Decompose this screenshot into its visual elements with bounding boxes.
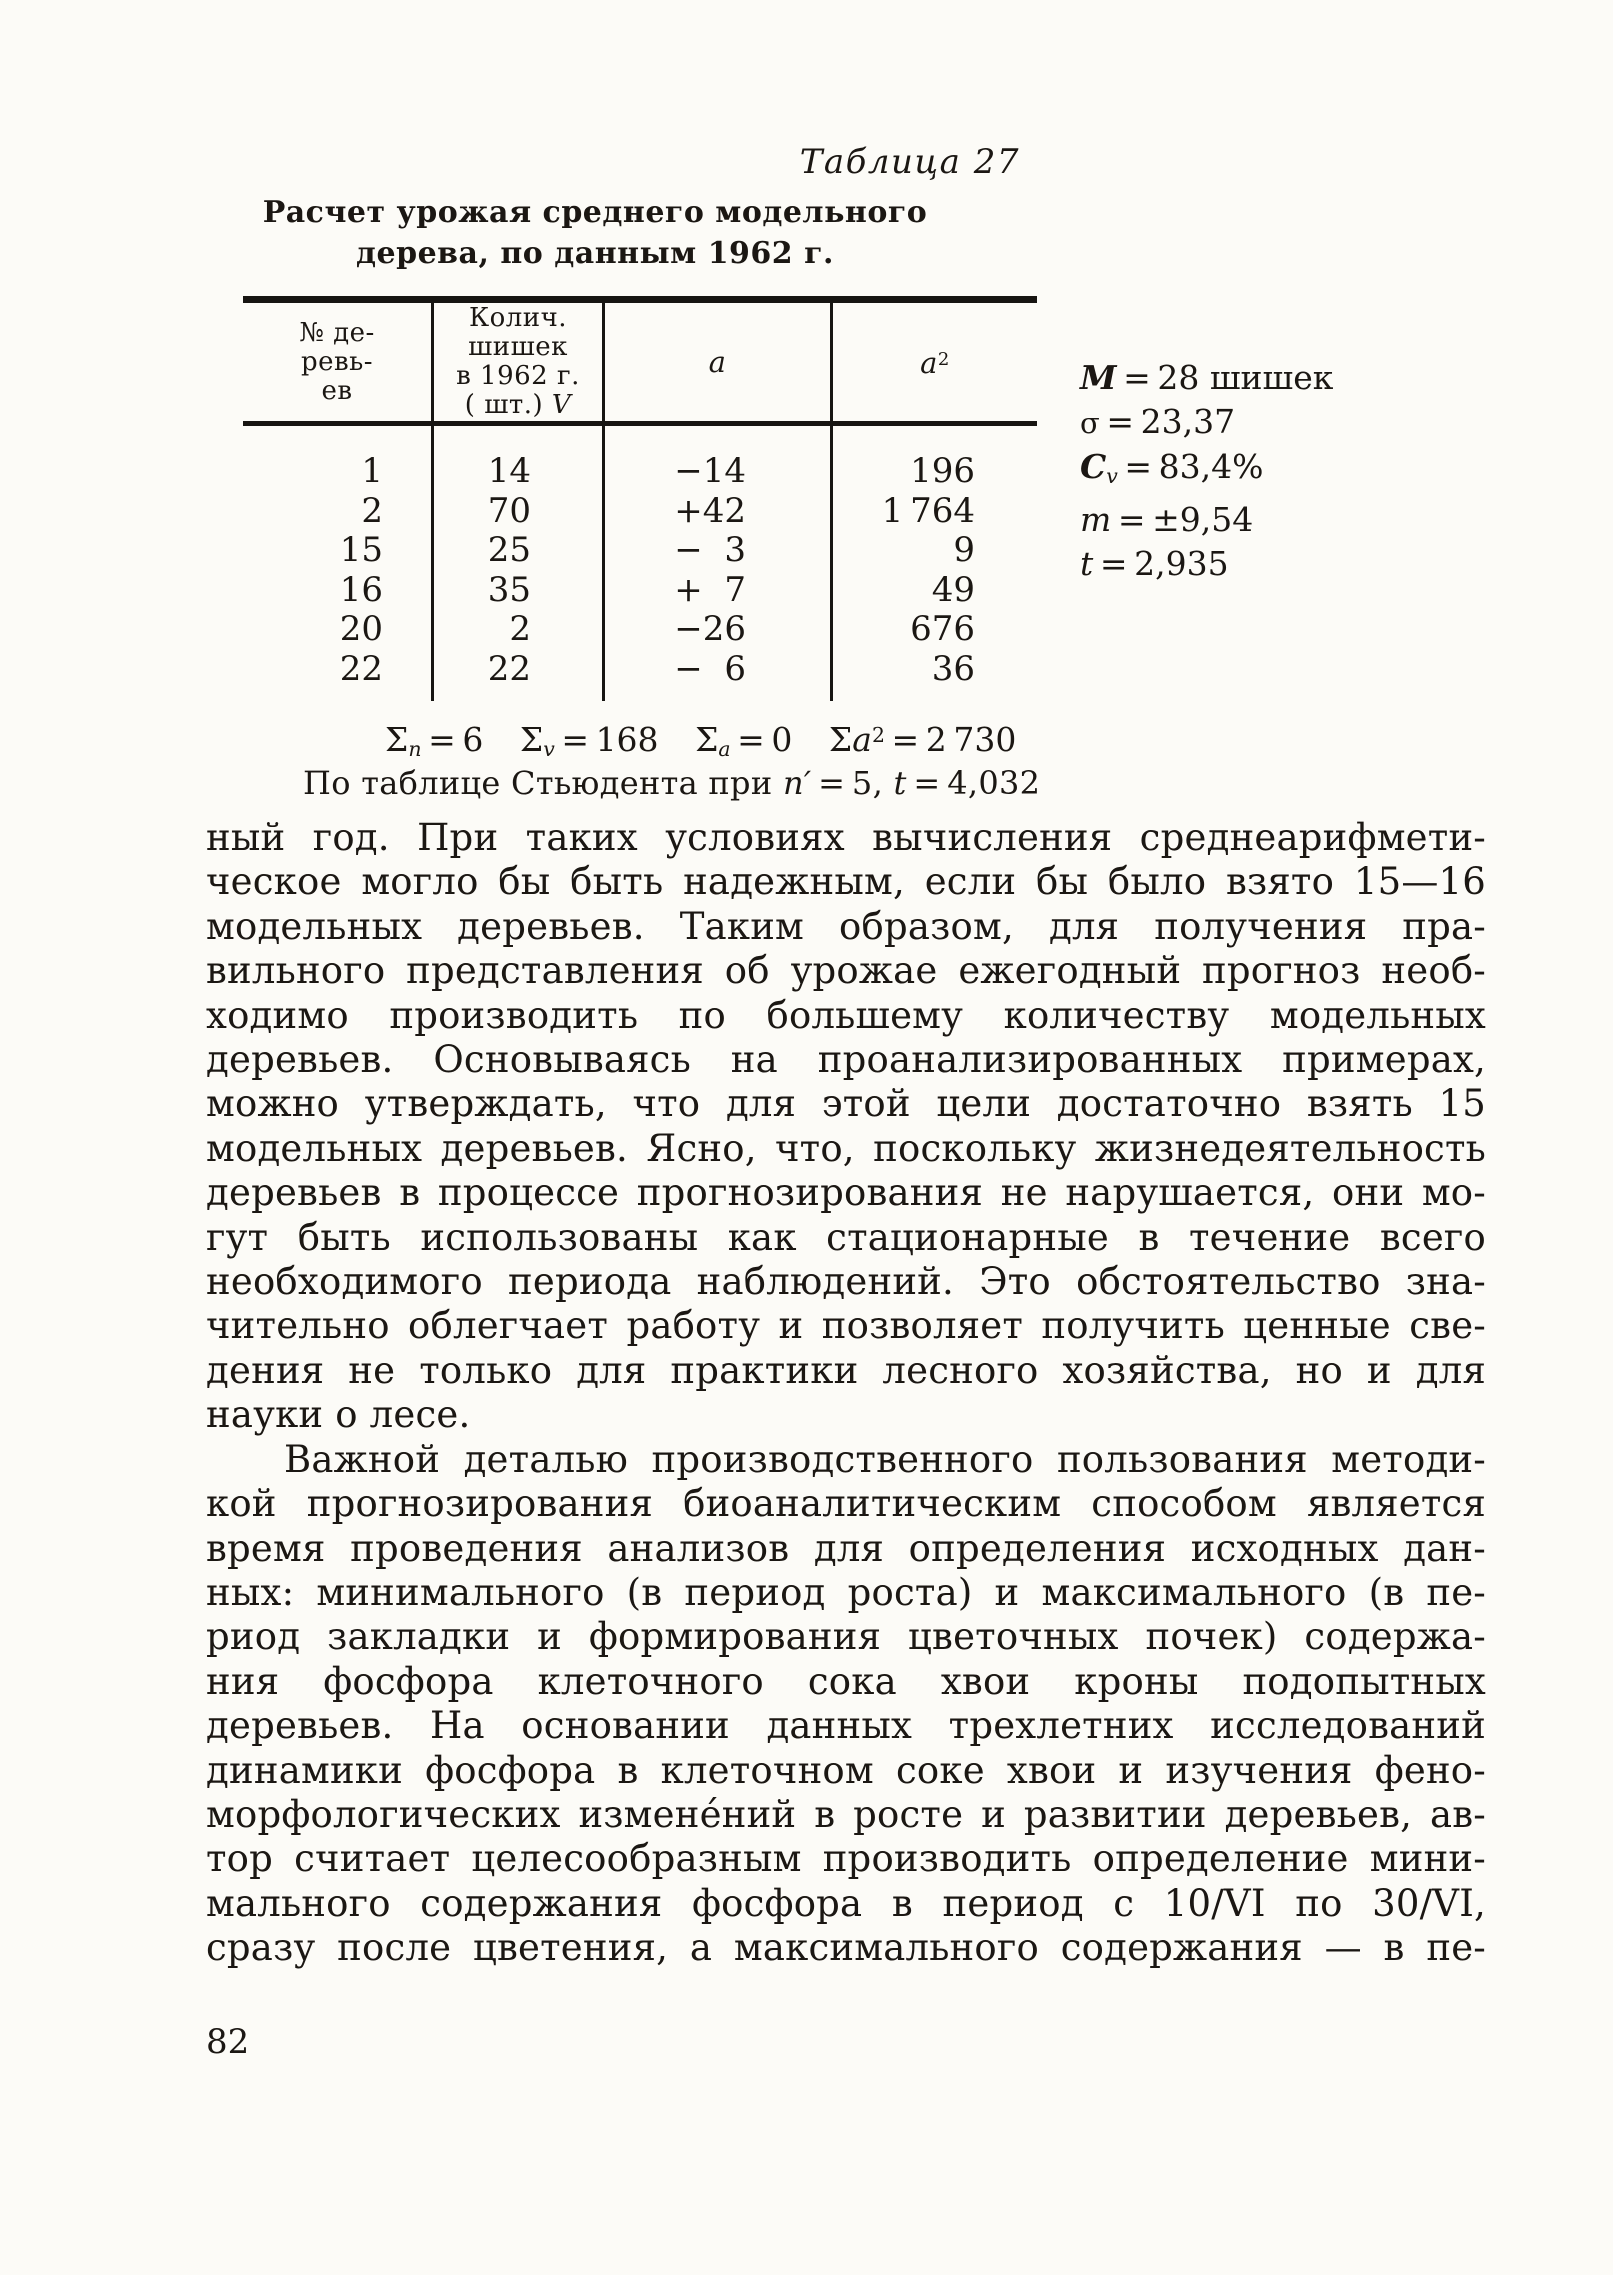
table-cell: 2 bbox=[361, 490, 383, 531]
stat-error: m = ±9,54 bbox=[1080, 500, 1254, 540]
student-table-note: По таблице Стьюдента при n′ = 5, t = 4,032 bbox=[303, 764, 1041, 802]
table-title-line2: дерева, по данным 1962 г. bbox=[356, 236, 834, 271]
table-cell: −14 bbox=[674, 451, 746, 491]
table-cell: 25 bbox=[487, 530, 531, 570]
table-header-row bbox=[243, 303, 1037, 421]
table-cell: − 3 bbox=[674, 530, 746, 570]
text-line: науки о лесе. bbox=[206, 1393, 471, 1437]
header-line: в 1962 г. bbox=[456, 361, 580, 391]
table-cell: 35 bbox=[487, 569, 531, 610]
table-cell: 22 bbox=[487, 648, 531, 689]
text-line: вильного представления об урожае ежегодный прогноз необ- bbox=[206, 949, 1486, 993]
header-line: ев bbox=[321, 375, 353, 406]
text-line: ходимо производить по большему количеству модельных bbox=[206, 993, 1486, 1037]
text-line: сразу после цветения, а максимального содержания — в пе- bbox=[206, 1926, 1486, 1970]
text-line: тор считает целесообразным производить определение мини- bbox=[206, 1837, 1486, 1881]
header-line: ревь- bbox=[300, 346, 374, 377]
stat-sigma: σ = 23,37 bbox=[1080, 402, 1236, 441]
table-cell: 9 bbox=[953, 530, 975, 570]
stat-t: t = 2,935 bbox=[1080, 544, 1229, 584]
stat-variation-coefficient: $C_v = 83,4\%$ bbox=[1080, 447, 1264, 489]
table-title bbox=[250, 192, 940, 274]
stats-block bbox=[1080, 356, 1333, 586]
table-cell: 16 bbox=[339, 569, 383, 610]
header-line: Колич. bbox=[468, 303, 568, 333]
text-line: мального содержания фосфора в период с 10/VI по 30/VI, bbox=[206, 1881, 1486, 1925]
sum-a: $\Sigma_a = 0$ bbox=[695, 720, 793, 762]
header-col-a-squared bbox=[833, 303, 1037, 421]
text-line: ный год. При таких условиях вычисления среднеарифмети- bbox=[206, 816, 1486, 859]
body-text bbox=[206, 816, 1486, 1971]
text-line: деревьев в процессе прогнозирования не нарушается, они мо- bbox=[206, 1171, 1486, 1215]
table-cell: +42 bbox=[674, 490, 746, 531]
table-caption: Таблица 27 bbox=[799, 142, 1020, 182]
text-line: время проведения анализов для определения исходных дан- bbox=[206, 1526, 1486, 1570]
table-cell: + 7 bbox=[674, 569, 746, 610]
sum-a-squared: $\Sigma a^2 = 2$ 730 bbox=[828, 720, 1017, 759]
text-line: деревьев. Основываясь на проанализированных примерах, bbox=[206, 1038, 1486, 1082]
text-line: модельных деревьев. Таким образом, для получения пра- bbox=[206, 904, 1486, 948]
header-line: № де- bbox=[299, 317, 375, 348]
text-line: Важной деталью производственного пользования методи- bbox=[284, 1437, 1486, 1481]
header-line: ( шт.) V bbox=[464, 390, 572, 420]
column-a bbox=[605, 426, 833, 701]
table-cell: 676 bbox=[910, 609, 975, 649]
table-top-rule bbox=[243, 296, 1037, 303]
text-line: гут быть использованы как стационарные в течение всего bbox=[206, 1215, 1486, 1259]
page-number: 82 bbox=[206, 2022, 250, 2062]
table-cell: 49 bbox=[931, 569, 975, 610]
sum-n: $\Sigma_n = 6$ bbox=[385, 720, 484, 762]
data-table bbox=[243, 296, 1037, 701]
table-cell: 14 bbox=[487, 451, 531, 491]
text-line: чительно облегчает работу и позволяет получить ценные све- bbox=[206, 1304, 1486, 1348]
table-cell: 1 764 bbox=[881, 490, 975, 531]
table-cell: 70 bbox=[487, 490, 531, 531]
header-line: a bbox=[708, 344, 727, 379]
table-body bbox=[243, 426, 1037, 701]
sums-line bbox=[385, 720, 1042, 761]
table-cell: 36 bbox=[931, 648, 975, 689]
table-cell: 20 bbox=[339, 609, 383, 649]
header-col-tree-number bbox=[243, 303, 434, 421]
column-tree-number bbox=[243, 426, 434, 701]
table-title-line1: Расчет урожая среднего модельного bbox=[262, 195, 928, 230]
text-line: можно утверждать, что для этой цели достаточно взять 15 bbox=[206, 1082, 1486, 1126]
column-cone-count bbox=[434, 426, 605, 701]
column-a-squared bbox=[833, 426, 1037, 701]
table-cell: 15 bbox=[339, 530, 383, 570]
table-cell: −26 bbox=[674, 609, 746, 649]
stat-mean: M = 28 шишек bbox=[1080, 358, 1334, 397]
text-line: деревьев. На основании данных трехлетних исследований bbox=[206, 1704, 1486, 1748]
header-line: шишек bbox=[468, 332, 568, 362]
text-line: ния фосфора клеточного сока хвои кроны подопытных bbox=[206, 1659, 1486, 1703]
text-line: дения не только для практики лесного хозяйства, но и для bbox=[206, 1348, 1486, 1392]
text-line: модельных деревьев. Ясно, что, поскольку жизнедеятельность bbox=[206, 1126, 1486, 1170]
text-line: риод закладки и формирования цветочных почек) содержа- bbox=[206, 1615, 1486, 1659]
text-line: кой прогнозирования биоаналитическим способом является bbox=[206, 1482, 1486, 1526]
table-cell: 1 bbox=[361, 451, 383, 491]
text-line: ческое могло бы быть надежным, если бы было взято 15—16 bbox=[206, 860, 1486, 904]
table-cell: − 6 bbox=[674, 648, 746, 689]
table-cell: 22 bbox=[339, 648, 383, 689]
header-line: $a^2$ bbox=[920, 346, 950, 381]
sum-v: $\Sigma_v = 168$ bbox=[519, 720, 659, 762]
text-line: динамики фосфора в клеточном соке хвои и изучения фено- bbox=[206, 1748, 1486, 1792]
text-line: ных: минимального (в период роста) и максимального (в пе- bbox=[206, 1570, 1486, 1614]
text-line: необходимого периода наблюдений. Это обстоятельство зна- bbox=[206, 1260, 1486, 1304]
table-cell: 196 bbox=[910, 451, 975, 491]
text-line: морфологических измене́ний в росте и развитии деревьев, ав- bbox=[206, 1792, 1486, 1836]
table-cell: 2 bbox=[509, 609, 531, 649]
header-col-a bbox=[605, 303, 833, 421]
header-col-cone-count bbox=[434, 303, 605, 421]
